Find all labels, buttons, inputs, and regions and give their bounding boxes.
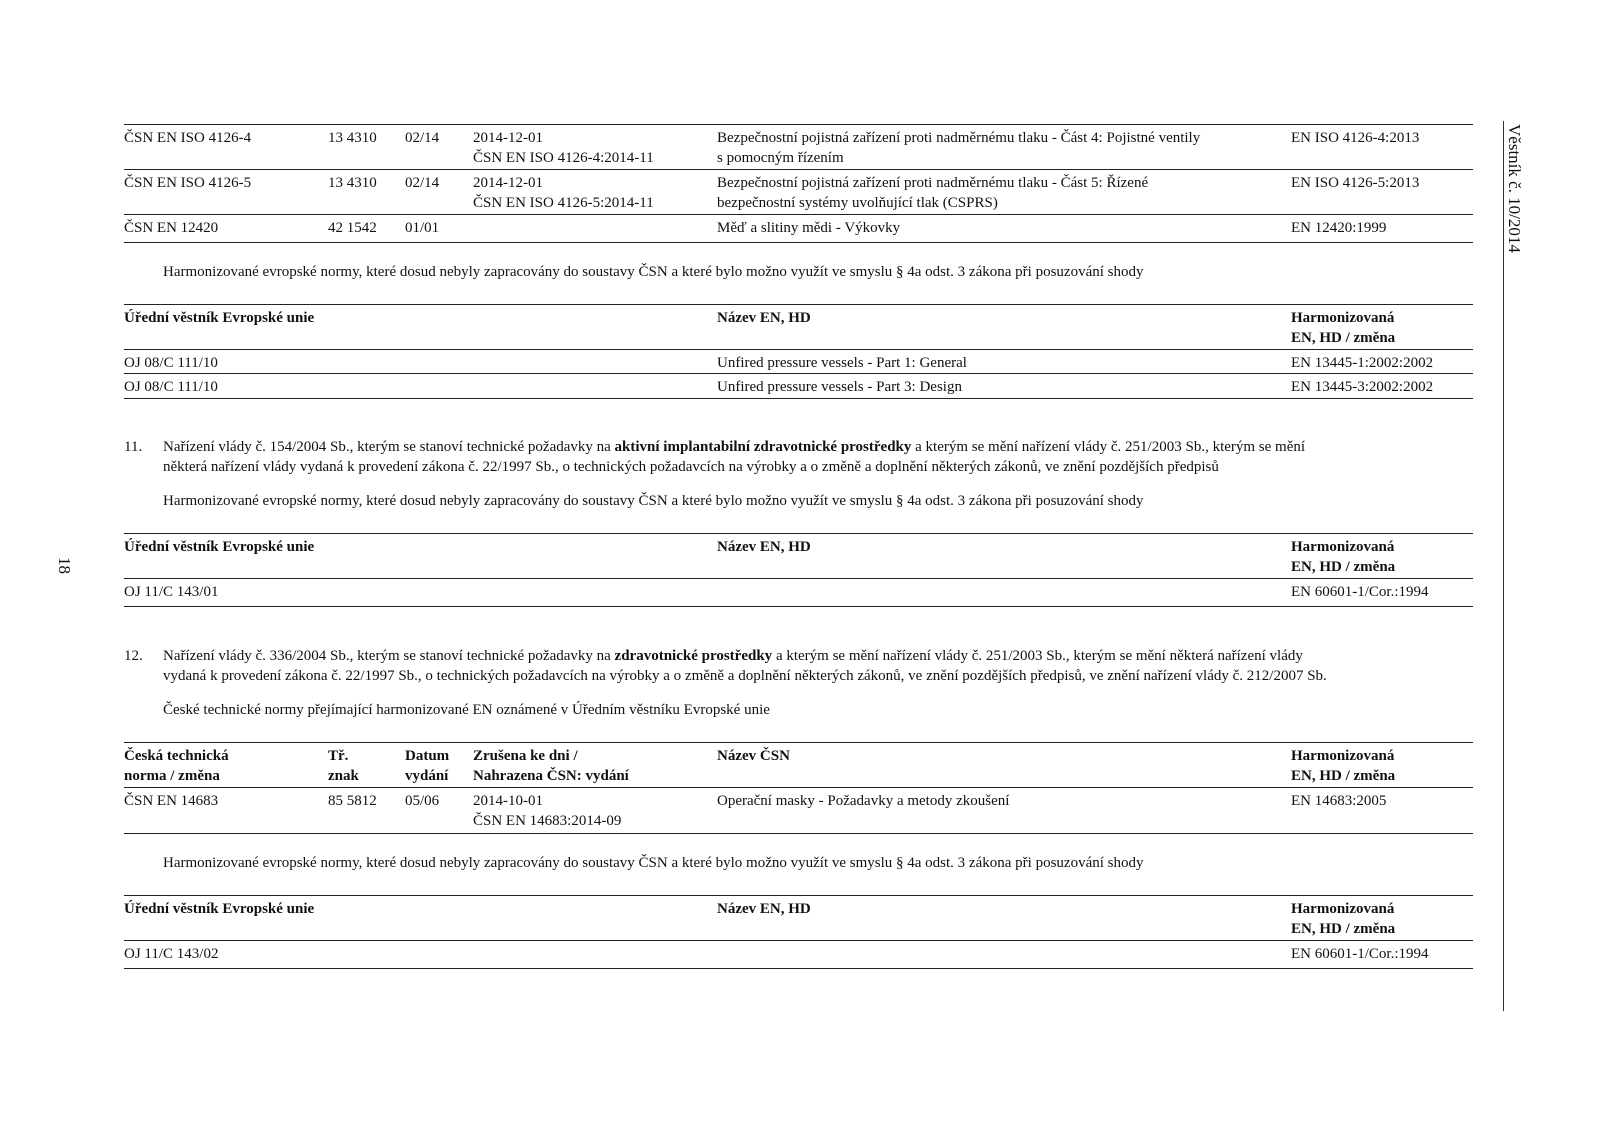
- class-cell: 13 4310: [328, 130, 377, 146]
- header-name: Název ČSN: [717, 748, 790, 764]
- header-withdrawn: Zrušena ke dni /: [473, 748, 578, 764]
- right-margin-rule: [1503, 121, 1504, 1011]
- class-cell: 13 4310: [328, 175, 377, 191]
- journal-issue-label: Věstník č. 10/2014: [1505, 124, 1524, 253]
- czech-norms-note: České technické normy přejímající harmonizované EN oznámené v Úředním věstníku Evropské unie: [163, 702, 770, 718]
- header-harmonized-line2: EN, HD / změna: [1291, 921, 1396, 937]
- harmonized-cell: EN 12420:1999: [1291, 220, 1387, 236]
- issued-cell: 01/01: [405, 220, 440, 236]
- harmonized-cell: EN 60601-1/Cor.:1994: [1291, 584, 1429, 600]
- title-cell-line2: s pomocným řízením: [717, 150, 844, 166]
- title-cell: Operační masky - Požadavky a metody zkoušení: [717, 793, 1010, 809]
- header-harmonized: Harmonizovaná: [1291, 748, 1395, 764]
- header-norm: Česká technická: [124, 748, 229, 764]
- title-cell: Měď a slitiny mědi - Výkovky: [717, 220, 901, 236]
- class-cell: 85 5812: [328, 793, 377, 809]
- name-cell: Unfired pressure vessels - Part 3: Design: [717, 379, 962, 395]
- title-cell: Bezpečnostní pojistná zařízení proti nadměrnému tlaku - Část 4: Pojistné ventily: [717, 130, 1201, 146]
- replaced-by-cell: ČSN EN ISO 4126-4:2014-11: [473, 150, 654, 166]
- oj-cell: OJ 08/C 111/10: [124, 355, 218, 371]
- harmonized-cell: EN ISO 4126-5:2013: [1291, 175, 1420, 191]
- withdrawn-date-cell: 2014-12-01: [473, 175, 543, 191]
- harmonized-note: Harmonizované evropské normy, které dosud nebyly zapracovány do soustavy ČSN a které bylo možno využít ve smyslu § 4a odst. 3 zákona při posuzování shody: [163, 493, 1144, 509]
- header-harmonized-line2: EN, HD / změna: [1291, 559, 1396, 575]
- harmonized-note: Harmonizované evropské normy, které dosud nebyly zapracovány do soustavy ČSN a které bylo možno využít ve smyslu § 4a odst. 3 zákona při posuzování shody: [163, 264, 1144, 280]
- header-class-line2: znak: [328, 768, 359, 784]
- header-journal: Úřední věstník Evropské unie: [124, 310, 315, 326]
- section-title: Nařízení vlády č. 336/2004 Sb., kterým se stanoví technické požadavky na zdravotnické prostředky a kterým se mění nařízení vlády č. 251/2003 Sb., kterým se mění některá nařízení vlády: [163, 648, 1303, 664]
- harmonized-cell: EN ISO 4126-4:2013: [1291, 130, 1420, 146]
- norm-cell: ČSN EN ISO 4126-4: [124, 130, 252, 146]
- header-journal: Úřední věstník Evropské unie: [124, 539, 315, 555]
- title-cell: Bezpečnostní pojistná zařízení proti nadměrnému tlaku - Část 5: Řízené: [717, 175, 1149, 191]
- header-journal: Úřední věstník Evropské unie: [124, 901, 315, 917]
- oj-cell: OJ 11/C 143/02: [124, 946, 219, 962]
- section-title-line2: některá nařízení vlády vydaná k provedení zákona č. 22/1997 Sb., o technických požadavcích na výrobky a o změně a doplnění některých zákonů, ve znění pozdějších předpisů: [163, 459, 1219, 475]
- issued-cell: 05/06: [405, 793, 440, 809]
- section-title-line2: vydaná k provedení zákona č. 22/1997 Sb., o technických požadavcích na výrobky a o změně a doplnění některých zákonů, ve znění pozdějších předpisů, ve znění nařízení vlády č. 212/2007 Sb.: [163, 668, 1327, 684]
- header-harmonized: Harmonizovaná: [1291, 310, 1395, 326]
- norm-cell: ČSN EN ISO 4126-5: [124, 175, 252, 191]
- page-number: 18: [55, 557, 74, 574]
- norm-cell: ČSN EN 14683: [124, 793, 219, 809]
- norm-cell: ČSN EN 12420: [124, 220, 219, 236]
- class-cell: 42 1542: [328, 220, 377, 236]
- withdrawn-date-cell: 2014-12-01: [473, 130, 543, 146]
- header-harmonized: Harmonizovaná: [1291, 901, 1395, 917]
- header-name: Název EN, HD: [717, 539, 811, 555]
- section-title: Nařízení vlády č. 154/2004 Sb., kterým se stanoví technické požadavky na aktivní implantabilní zdravotnické prostředky a kterým se mění nařízení vlády č. 251/2003 Sb., kterým se mění: [163, 439, 1306, 455]
- issued-cell: 02/14: [405, 130, 440, 146]
- replaced-by-cell: ČSN EN 14683:2014-09: [473, 813, 622, 829]
- oj-cell: OJ 11/C 143/01: [124, 584, 219, 600]
- harmonized-cell: EN 60601-1/Cor.:1994: [1291, 946, 1429, 962]
- harmonized-cell: EN 13445-3:2002:2002: [1291, 379, 1434, 395]
- withdrawn-date-cell: 2014-10-01: [473, 793, 543, 809]
- replaced-by-cell: ČSN EN ISO 4126-5:2014-11: [473, 195, 654, 211]
- header-name: Název EN, HD: [717, 310, 811, 326]
- header-date: Datum: [405, 748, 450, 764]
- harmonized-note: Harmonizované evropské normy, které dosud nebyly zapracovány do soustavy ČSN a které bylo možno využít ve smyslu § 4a odst. 3 zákona při posuzování shody: [163, 855, 1144, 871]
- header-harmonized: Harmonizovaná: [1291, 539, 1395, 555]
- title-cell-line2: bezpečnostní systémy uvolňující tlak (CSPRS): [717, 195, 998, 211]
- header-date-line2: vydání: [405, 768, 449, 784]
- header-harmonized-line2: EN, HD / změna: [1291, 330, 1396, 346]
- harmonized-cell: EN 13445-1:2002:2002: [1291, 355, 1434, 371]
- section-number: 12.: [124, 648, 143, 664]
- section-number: 11.: [124, 439, 143, 455]
- header-name: Název EN, HD: [717, 901, 811, 917]
- header-norm-line2: norma / změna: [124, 768, 220, 784]
- oj-cell: OJ 08/C 111/10: [124, 379, 218, 395]
- issued-cell: 02/14: [405, 175, 440, 191]
- header-class: Tř.: [328, 748, 349, 764]
- harmonized-cell: EN 14683:2005: [1291, 793, 1387, 809]
- header-harmonized-line2: EN, HD / změna: [1291, 768, 1396, 784]
- header-withdrawn-line2: Nahrazena ČSN: vydání: [473, 768, 629, 784]
- name-cell: Unfired pressure vessels - Part 1: General: [717, 355, 967, 371]
